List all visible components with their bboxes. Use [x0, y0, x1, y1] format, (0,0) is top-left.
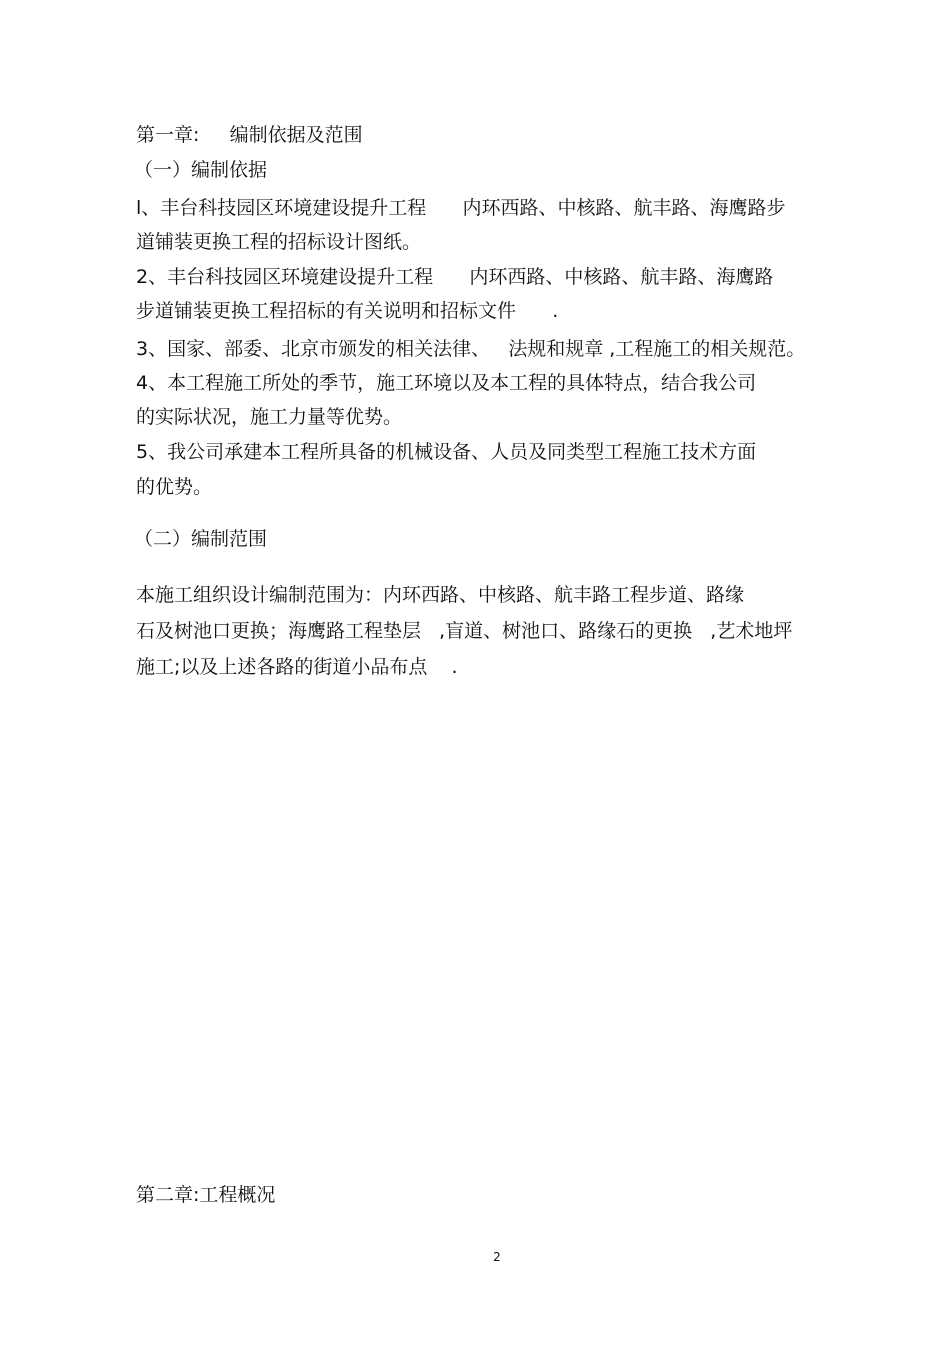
scope-line-2: 石及树池口更换；海鹰路工程垫层 ,盲道、树池口、路缘石的更换 ,艺术地坪	[136, 620, 793, 642]
section-2-heading: （二）编制范围	[134, 528, 268, 550]
basis-item-4-line-1: 4、本工程施工所处的季节，施工环境以及本工程的具体特点，结合我公司	[136, 372, 757, 394]
chapter-2-title: 第二章:工程概况	[136, 1184, 276, 1206]
basis-item-1-line-1: l、丰台科技园区环境建设提升工程 内环西路、中核路、航丰路、海鹰路步	[136, 197, 786, 219]
basis-item-2-line-2: 步道铺装更换工程招标的有关说明和招标文件 .	[136, 300, 559, 322]
scope-line-1: 本施工组织设计编制范围为：内环西路、中核路、航丰路工程步道、路缘	[136, 584, 745, 606]
chapter-1-title: 第一章: 编制依据及范围	[136, 124, 363, 146]
page-number: 2	[493, 1250, 501, 1264]
basis-item-5-line-2: 的优势。	[136, 476, 213, 498]
basis-item-4-line-2: 的实际状况，施工力量等优势。	[136, 406, 403, 428]
basis-item-1-line-2: 道铺装更换工程的招标设计图纸。	[136, 231, 422, 253]
section-1-heading: （一）编制依据	[134, 159, 268, 181]
scope-line-3: 施工;以及上述各路的街道小品布点 .	[136, 656, 458, 678]
basis-item-2-line-1: 2、丰台科技园区环境建设提升工程 内环西路、中核路、航丰路、海鹰路	[136, 266, 774, 288]
basis-item-5-line-1: 5、我公司承建本工程所具备的机械设备、人员及同类型工程施工技术方面	[136, 441, 757, 463]
basis-item-3-line-1: 3、国家、部委、北京市颁发的相关法律、 法规和规章 ,工程施工的相关规范。	[136, 338, 806, 360]
